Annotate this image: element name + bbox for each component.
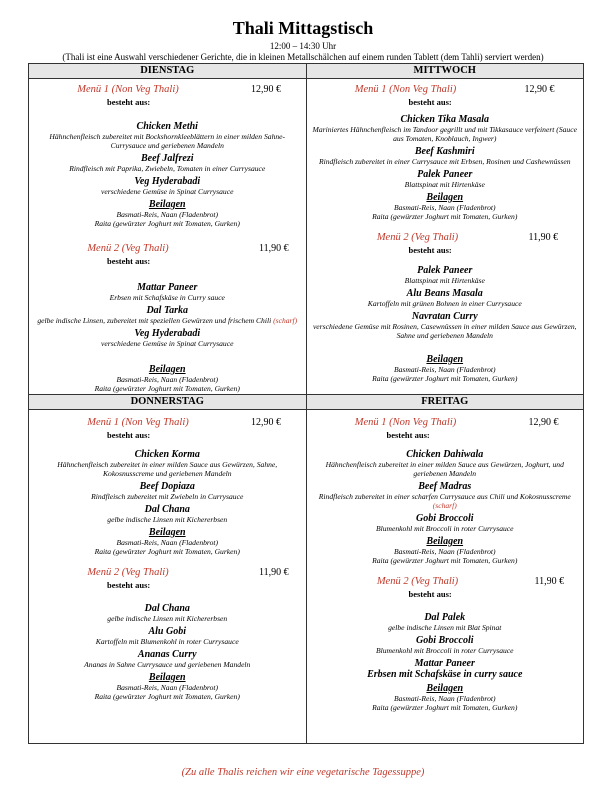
dish-description: gelbe indische Linsen mit Blat Spinat (388, 623, 502, 632)
day-header-mittwoch: MITTWOCH (306, 64, 584, 79)
beilagen-heading: Beilagen (426, 536, 464, 547)
dish-description: gelbe indische Linsen mit Kichererbsen (107, 614, 228, 623)
menu1-title: Menü 1 (Non Veg Thali) (354, 84, 457, 95)
dish-description: Hähnchenfleisch zubereitet in einer milden Sauce aus Gewürzen, Sahne, Kokosnusscreme und geriebenen Mandeln (57, 460, 278, 478)
beilagen-line: Basmati-Reis, Naan (Fladenbrot) (116, 538, 219, 547)
footer-note: (Zu alle Thalis reichen wir eine vegetarische Tagessuppe) (181, 767, 425, 778)
beilagen-heading: Beilagen (148, 199, 186, 210)
beilagen-line: Basmati-Reis, Naan (Fladenbrot) (393, 203, 496, 212)
beilagen-heading: Beilagen (426, 354, 464, 365)
dish-description: verschiedene Gemüse in Spinat Currysauce (101, 187, 234, 196)
menu1-row (29, 416, 306, 429)
dish-name: Dal Tarka (146, 305, 189, 316)
dish-name: Gobi Broccoli (416, 635, 474, 646)
beilagen-heading: Beilagen (426, 192, 464, 203)
menu2-price: 11,90 € (528, 232, 559, 243)
menu1-row (307, 416, 584, 429)
menu2-row (29, 566, 306, 579)
menu2-title: Menü 2 (Veg Thali) (87, 243, 169, 254)
dish-name: Dal Palek (424, 612, 466, 623)
dish-name: Dal Chana (144, 504, 190, 515)
beilagen-line: Basmati-Reis, Naan (Fladenbrot) (393, 547, 496, 556)
dish-description (307, 492, 584, 510)
header (0, 0, 606, 63)
dish-description: Rindfleisch zubereitet in einer Currysauce mit Erbsen, Rosinen und Cashewnüssen (318, 157, 571, 166)
besteht-label: besteht aus: (107, 430, 151, 440)
beilagen-line: Basmati-Reis, Naan (Fladenbrot) (116, 683, 219, 692)
menu2-title: Menü 2 (Veg Thali) (87, 567, 169, 578)
beilagen-line: Raita (gewürzter Joghurt mit Tomaten, Gurken) (372, 374, 518, 383)
menu1-title: Menü 1 (Non Veg Thali) (87, 417, 189, 428)
scharf-label: (scharf) (273, 316, 298, 325)
day-cell-mittwoch (306, 79, 584, 395)
dish-name: Gobi Broccoli (416, 513, 474, 524)
dish-description: verschiedene Gemüse in Spinat Currysauce (101, 339, 234, 348)
dish-description: Rindfleisch zubereitet mit Zwiebeln in Currysauce (91, 492, 244, 501)
dish-name: Ananas Curry (137, 649, 197, 660)
beilagen-line: Raita (gewürzter Joghurt mit Tomaten, Gurken) (94, 384, 240, 393)
dish-description: Blattspinat mit Hirtenkäse (404, 180, 485, 189)
dish-name: Chicken Methi (136, 121, 198, 132)
beilagen-line: Raita (gewürzter Joghurt mit Tomaten, Gurken) (372, 212, 518, 221)
menu1-title: Menü 1 (Non Veg Thali) (354, 417, 457, 428)
besteht-label: besteht aus: (386, 430, 430, 440)
day-header-donnerstag: DONNERSTAG (29, 395, 307, 410)
scharf-label: (scharf) (432, 501, 457, 510)
beilagen-line: Raita (gewürzter Joghurt mit Tomaten, Gurken) (372, 556, 518, 565)
dish-name: Chicken Korma (134, 449, 200, 460)
menu2-row (307, 575, 584, 588)
menu2-price: 11,90 € (259, 243, 289, 254)
dish-description: Rindfleisch mit Paprika, Zwiebeln, Tomaten in einer Currysauce (69, 164, 266, 173)
opening-time: 12:00 – 14:30 Uhr (269, 41, 337, 51)
dish-description-text: gelbe indische Linsen, zubereitet mit speziellen Gewürzen und frischem Chili (37, 316, 272, 325)
dish-description: Kartoffeln mit grünen Bohnen in einer Currysauce (367, 299, 522, 308)
dish-description: gelbe indische Linsen mit Kichererbsen (107, 515, 228, 524)
dish-description: Kartoffeln mit Blumenkohl in roter Currysauce (95, 637, 239, 646)
dish-name: Chicken Dahiwala (406, 449, 484, 460)
menu2-title: Menü 2 (Veg Thali) (376, 576, 459, 587)
dish-description: Blumenkohl mit Broccoli in roter Currysauce (375, 646, 514, 655)
beilagen-heading: Beilagen (148, 364, 186, 375)
besteht-label: besteht aus: (408, 97, 452, 107)
dish-name: Chicken Tika Masala (400, 114, 490, 125)
dish-description: Hähnchenfleisch zubereitet mit Bockshornkleeblättern in einer milden Sahne-Currysauce und geriebenen Mandeln (49, 132, 286, 150)
dish-name: Beef Madras (418, 481, 472, 492)
menu2-row (29, 242, 306, 255)
dish-name: Mattar Paneer (414, 658, 475, 669)
weekly-menu-table (28, 63, 584, 744)
menu1-price: 12,90 € (528, 417, 559, 428)
dish-description: Hähnchenfleisch zubereitet in einer milden Sauce aus Gewürzen, Joghurt, und geriebenen Mandeln (325, 460, 564, 478)
dish-name: Mattar Paneer (137, 282, 198, 293)
dish-description (29, 316, 306, 325)
dish-name: Palek Paneer (417, 169, 473, 180)
besteht-label: besteht aus: (107, 580, 151, 590)
dish-name: Beef Kashmiri (414, 146, 475, 157)
besteht-label: besteht aus: (408, 245, 452, 255)
dish-description: Ananas in Sahne Currysauce und geriebenen Mandeln (84, 660, 251, 669)
dish-description-text: Rindfleisch zubereitet in einer scharfen Currysauce aus Chili und Kokosnusscreme (318, 492, 571, 501)
dish-description-large: Erbsen mit Schafskäse in curry sauce (367, 669, 523, 680)
beilagen-line: Raita (gewürzter Joghurt mit Tomaten, Gurken) (94, 547, 240, 556)
dish-description: Blattspinat mit Hirtenkäse (404, 276, 485, 285)
beilagen-line: Raita (gewürzter Joghurt mit Tomaten, Gurken) (372, 703, 518, 712)
dish-name: Alu Beans Masala (406, 288, 483, 299)
page-title: Thali Mittagstisch (232, 18, 374, 38)
menu1-price: 12,90 € (524, 84, 555, 95)
dish-name: Veg Hyderabadi (134, 176, 201, 187)
besteht-label: besteht aus: (107, 97, 151, 107)
menu1-row (307, 83, 584, 96)
beilagen-line: Basmati-Reis, Naan (Fladenbrot) (393, 694, 496, 703)
beilagen-heading: Beilagen (426, 683, 464, 694)
dish-description: Blumenkohl mit Broccoli in roter Currysauce (375, 524, 514, 533)
menu1-row (29, 83, 306, 96)
beilagen-line: Basmati-Reis, Naan (Fladenbrot) (116, 210, 219, 219)
dish-name: Beef Jalfrezi (141, 153, 194, 164)
menu1-price: 12,90 € (251, 417, 281, 428)
page-subtitle: (Thali ist eine Auswahl verschiedener Gerichte, die in kleinen Metallschälchen auf einem runden Tablett (dem Tahli) serviert werden) (62, 52, 544, 62)
menu2-price: 11,90 € (259, 567, 289, 578)
beilagen-line: Raita (gewürzter Joghurt mit Tomaten, Gurken) (94, 692, 240, 701)
dish-name: Navratan Curry (411, 311, 478, 322)
beilagen-heading: Beilagen (148, 527, 186, 538)
dish-description: Erbsen mit Schafskäse in Curry sauce (109, 293, 225, 302)
menu1-title: Menü 1 (Non Veg Thali) (77, 84, 179, 95)
dish-name: Dal Chana (144, 603, 190, 614)
dish-name: Palek Paneer (417, 265, 473, 276)
dish-name: Alu Gobi (148, 626, 186, 637)
day-cell-donnerstag (29, 410, 307, 744)
menu2-price: 11,90 € (534, 576, 565, 587)
day-cell-freitag (306, 410, 584, 744)
menu1-price: 12,90 € (251, 84, 281, 95)
dish-name: Beef Dopiaza (139, 481, 195, 492)
beilagen-line: Raita (gewürzter Joghurt mit Tomaten, Gurken) (94, 219, 240, 228)
beilagen-heading: Beilagen (148, 672, 186, 683)
dish-name: Veg Hyderabadi (134, 328, 201, 339)
day-header-dienstag: DIENSTAG (29, 64, 307, 79)
beilagen-line: Basmati-Reis, Naan (Fladenbrot) (393, 365, 496, 374)
beilagen-line: Basmati-Reis, Naan (Fladenbrot) (116, 375, 219, 384)
besteht-label: besteht aus: (408, 589, 452, 599)
day-header-freitag: FREITAG (306, 395, 584, 410)
menu2-title: Menü 2 (Veg Thali) (376, 232, 459, 243)
dish-description: Mariniertes Hähnchenfleisch im Tandoor gegrillt und mit Tikkasauce verfeinert (Sauce aus Tomaten, Knoblauch, Ingwer) (312, 125, 577, 143)
menu2-row (307, 231, 584, 244)
besteht-label: besteht aus: (107, 256, 151, 266)
dish-description: verschiedene Gemüse mit Rosinen, Casewnüssen in einer milden Sauce aus Gewürzen, Sahne und geriebenen Mandeln (312, 322, 577, 340)
day-cell-dienstag (29, 79, 307, 395)
